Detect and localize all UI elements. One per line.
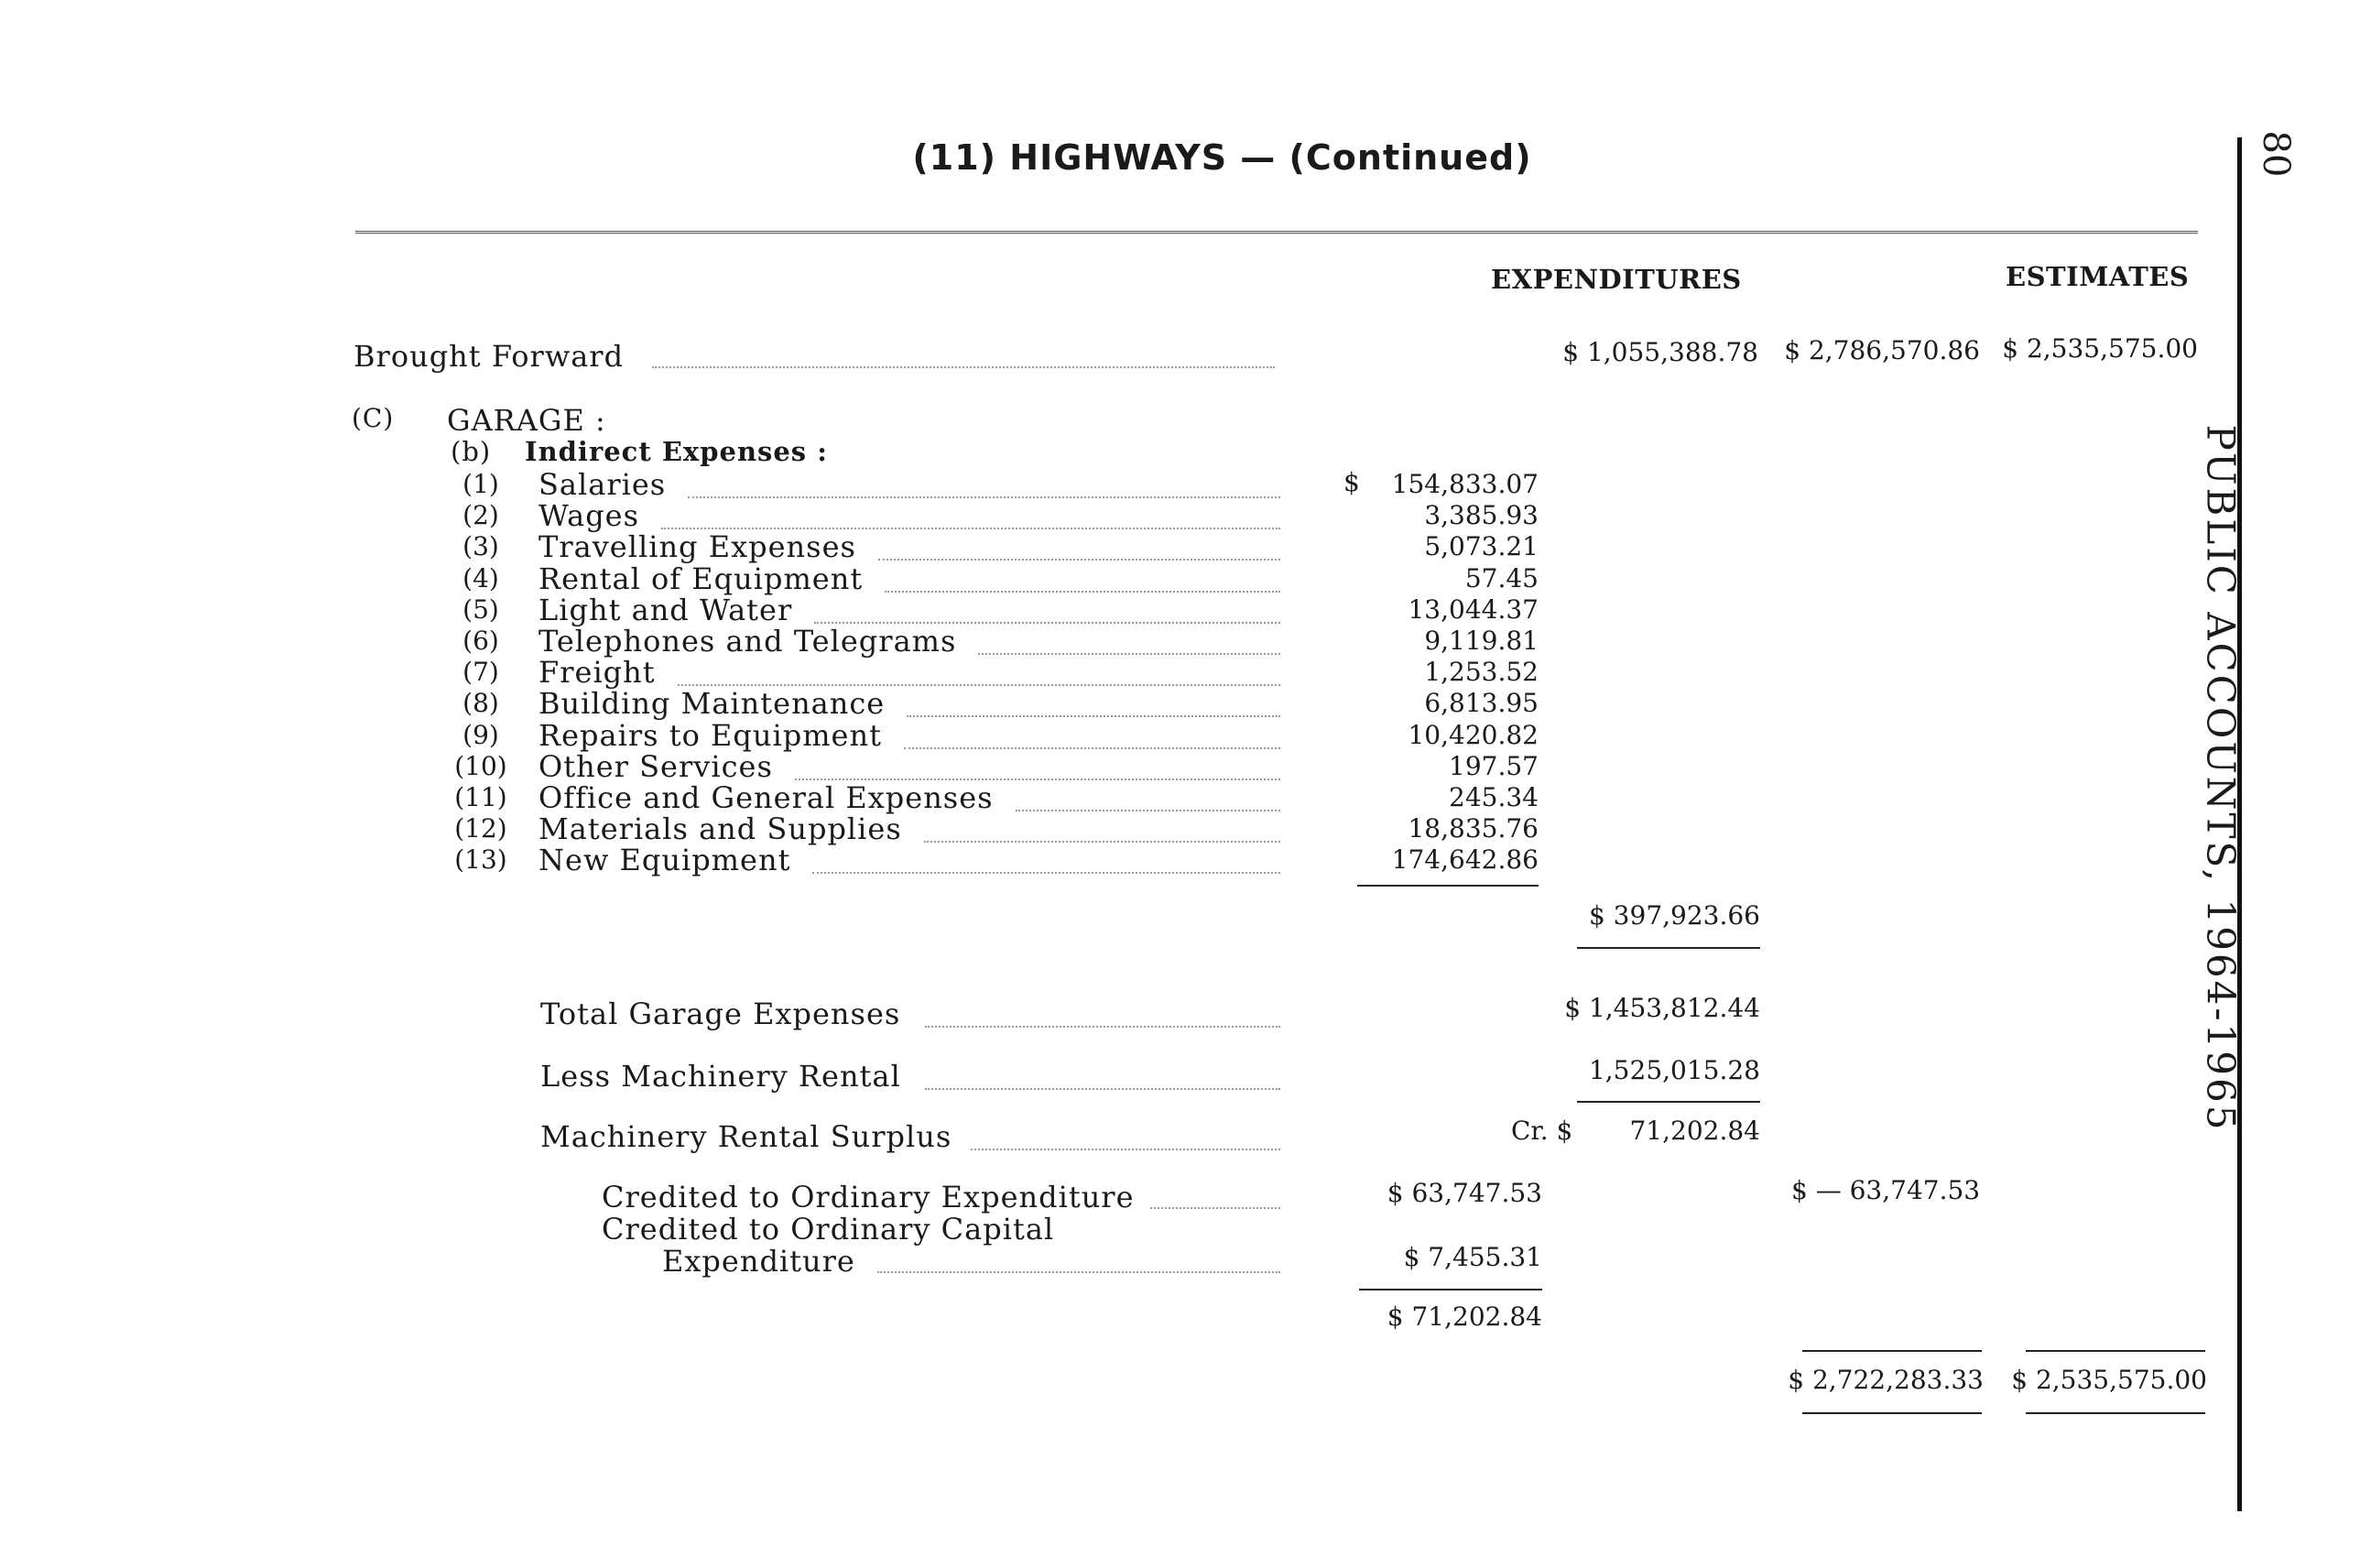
item-label: Wages [538,498,640,533]
indirect-marker: (b) [451,436,492,467]
leader-dots [904,747,1280,749]
leader-dots [925,1088,1280,1090]
credited-ordinary-estimate: $ — 63,747.53 [1791,1175,1981,1205]
item-number: (7) [462,657,499,687]
item-amount: 10,420.82 [1408,720,1539,750]
item-label: Other Services [538,749,773,784]
less-rental-value: 1,525,015.28 [1588,1055,1760,1085]
rule [2026,1350,2205,1352]
item-label: Building Maintenance [538,686,886,721]
total-garage-label: Total Garage Expenses [540,996,901,1031]
section-marker: (C) [352,403,395,433]
item-number: (5) [462,594,499,625]
item-number: (13) [454,844,507,875]
item-number: (8) [462,688,499,718]
item-number: (4) [462,563,499,593]
credited-ordinary-label: Credited to Ordinary Expenditure [602,1180,1135,1214]
garage-title: GARAGE : [447,403,606,438]
item-number: (9) [462,720,499,750]
credit-total-value: $ 71,202.84 [1387,1301,1542,1332]
item-number: (3) [462,531,499,561]
leader-dots [924,841,1280,843]
total-garage-value: $ 1,453,812.44 [1564,993,1760,1023]
leader-dots [971,1149,1280,1150]
leader-dots [978,653,1280,655]
leader-dots [1016,810,1280,811]
surplus-value: 71,202.84 [1629,1116,1760,1146]
leader-dots [878,559,1280,561]
item-number: (11) [454,782,507,812]
leader-dots [1150,1207,1280,1209]
leader-dots [688,496,1280,498]
item-label: Light and Water [538,593,793,627]
item-number: (10) [454,751,507,781]
leader-dots [877,1271,1280,1273]
rule [1802,1412,1982,1414]
item-amount: 245.34 [1449,782,1539,812]
item-label: Repairs to Equipment [538,718,882,753]
grand-total-col3: $ 2,722,283.33 [1788,1365,1984,1395]
page-title: (11) HIGHWAYS — (Continued) [912,137,1532,178]
item-label: Office and General Expenses [538,780,994,815]
brought-forward-label: Brought Forward [353,339,625,374]
indirect-expenses-title: Indirect Expenses : [525,436,828,467]
rule [1577,1101,1760,1103]
rule [2026,1412,2205,1414]
brought-forward-col3: $ 2,786,570.86 [1784,335,1980,365]
rule [1577,947,1760,949]
rule [1802,1350,1982,1352]
header-rule [355,231,2198,234]
running-title: PUBLIC ACCOUNTS, 1964-1965 [2198,424,2244,1133]
item-label: Telephones and Telegrams [538,624,957,659]
item-label: Salaries [538,467,667,502]
item-amount: 197.57 [1449,751,1539,781]
item-label: New Equipment [538,843,791,877]
item-amount: 6,813.95 [1424,688,1539,718]
leader-dots [925,1026,1280,1028]
item-amount: 1,253.52 [1424,657,1539,687]
brought-forward-expenditure: $ 1,055,388.78 [1562,337,1758,367]
item-label: Travelling Expenses [538,529,856,564]
item-amount: 18,835.76 [1408,813,1539,844]
item-number: (1) [462,469,499,499]
surplus-label: Machinery Rental Surplus [540,1119,952,1154]
credited-capital-label-line1: Credited to Ordinary Capital [602,1212,1055,1247]
item-amount: 5,073.21 [1424,531,1539,561]
estimates-header: ESTIMATES [2006,261,2190,292]
item-amount: 174,642.86 [1391,844,1539,875]
credited-ordinary-value: $ 63,747.53 [1387,1178,1542,1208]
leader-dots [885,591,1280,593]
rule [1357,885,1539,887]
grand-total-estimate: $ 2,535,575.00 [2011,1365,2207,1395]
item-amount: 57.45 [1464,563,1539,593]
item-label: Materials and Supplies [538,811,902,846]
leader-dots [907,715,1280,717]
leader-dots [652,366,1275,368]
less-rental-label: Less Machinery Rental [540,1059,901,1094]
item-label: Rental of Equipment [538,561,864,596]
surplus-prefix: Cr. $ [1511,1116,1573,1146]
brought-forward-estimate: $ 2,535,575.00 [2002,333,2198,364]
leader-dots [812,872,1280,874]
credited-capital-value: $ 7,455.31 [1403,1242,1542,1272]
rule [1359,1289,1542,1290]
item-number: (12) [454,813,507,844]
item-amount: 13,044.37 [1408,594,1539,625]
item-amount: 9,119.81 [1424,626,1539,656]
item-number: (2) [462,500,499,530]
item-amount: 3,385.93 [1424,500,1539,530]
first-dollar-sign: $ [1343,467,1360,497]
garage-subtotal: $ 397,923.66 [1588,900,1760,931]
item-number: (6) [462,626,499,656]
credited-capital-label-line2: Expenditure [662,1244,855,1279]
item-label: Freight [538,655,656,690]
item-amount: 154,833.07 [1391,469,1539,499]
page-number: 80 [2255,130,2297,178]
expenditures-header: EXPENDITURES [1491,264,1742,295]
